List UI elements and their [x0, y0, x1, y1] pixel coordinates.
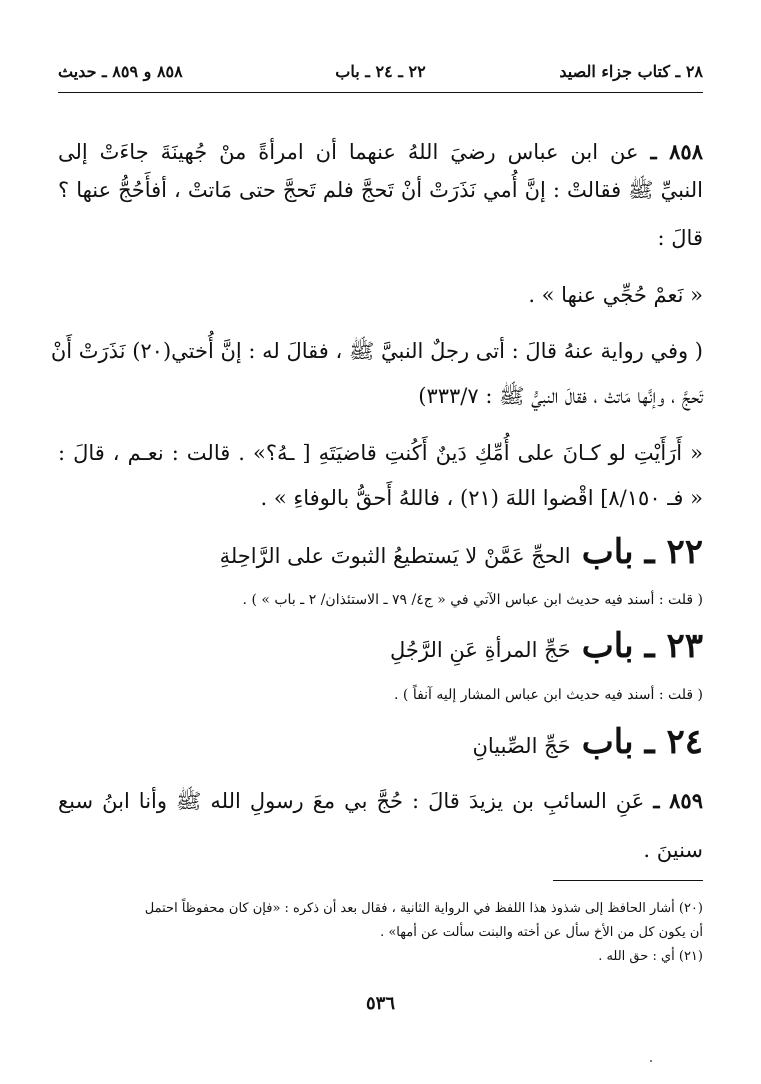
hadith-858-line-6: تَحجَّ ، وإنَّها مَاتتْ ، فقالَ النبيُّ ﷺ : ٣٣٣/٧) — [418, 384, 703, 408]
chapter-24-title: حَجِّ الصِّبيانِ — [472, 734, 571, 758]
chapter-24-heading — [58, 722, 703, 762]
hadith-858-line-3: قالَ : — [657, 226, 703, 250]
footnote-20-line-1: (٢٠) أشار الحافظ إلى شذوذ هذا اللفظ في الرواية الثانية ، فقال بعد أن ذكره : «فإن كان محفوظاً احتمل — [144, 901, 703, 916]
chapter-23-bab: باب — [581, 626, 634, 666]
hadith-859-number: ٨٥٩ ـ — [653, 788, 703, 813]
hadith-858-line-7: « أَرَأَيْتِ لو كـانَ على أُمِّكِ دَينٌ أَكُنتِ قاضيَتَهِ [ ـهُ؟» . قالت : نعـم ، قالَ : — [58, 441, 703, 465]
footnote-20-line-2: أن يكون كل من الأخ سأل عن أخته والبنت سألت عن أمها» . — [380, 925, 703, 940]
chapter-24-number: ٢٤ ـ — [644, 722, 703, 762]
header-rule — [58, 92, 703, 93]
chapter-22-heading — [58, 532, 703, 572]
hadith-858-number: ٨٥٨ ـ — [650, 139, 703, 164]
hadith-858-line-5: ( وفي رواية عنهُ قالَ : أتى رجلٌ النبيَّ ﷺ ، فقالَ له : إنَّ أُختي(٢٠) نَذَرَتْ أَنْ — [50, 339, 703, 363]
scan-speck — [650, 1060, 652, 1062]
header-chapter-range: ٢٢ ـ ٢٤ ـ باب — [335, 62, 426, 81]
hadith-858-line-8: « فـ ٨/١٥٠] اقْضوا اللهَ (٢١) ، فاللهُ أَحقُّ بالوفاءِ » . — [260, 486, 703, 510]
footnote-21: (٢١) أي : حق الله . — [598, 949, 703, 964]
header-hadith-range: ٨٥٨ و ٨٥٩ ـ حديث — [58, 62, 183, 81]
chapter-23-heading — [58, 626, 703, 666]
chapter-23-note: ( قلت : أسند فيه حديث ابن عباس المشار إليه آنفاً ) . — [394, 687, 703, 703]
hadith-859-line-2: سنينَ . — [643, 838, 703, 862]
running-header — [58, 58, 703, 88]
hadith-858-line-1: ٨٥٨ ـ عن ابن عباس رضيَ اللهُ عنهما أن امرأةً منْ جُهينَةَ جاءَتْ إلى — [58, 139, 703, 164]
hadith-859-line-1: ٨٥٩ ـ عَنِ السائبِ بن يزيدَ قالَ : حُجَّ بي معَ رسولِ الله ﷺ وأنا ابنُ سبع — [58, 788, 703, 813]
chapter-22-title: الحجِّ عَمَّنْ لا يَستطيعُ الثبوتَ على الرَّاحِلةِ — [219, 544, 571, 568]
chapter-23-title: حَجِّ المرأةِ عَنِ الرَّجُلِ — [390, 638, 571, 662]
chapter-22-note: ( قلت : أسند فيه حديث ابن عباس الآتي في « ج٤/ ٧٩ ـ الاستئذان/ ٢ ـ باب » ) . — [242, 592, 703, 608]
chapter-22-bab: باب — [581, 532, 634, 572]
header-book-title: ٢٨ ـ كتاب جزاء الصيد — [559, 62, 703, 81]
hadith-858-line-4: « نَعمْ حُجِّي عنها » . — [528, 283, 703, 307]
hadith-858-line-2: النبيِّ ﷺ فقالتْ : إنَّ أُمي نَذَرَتْ أنْ تَحجَّ فلم تَحجَّ حتى مَاتتْ ، أفأَحُجُّ عنها ؟ — [58, 178, 703, 202]
chapter-23-number: ٢٣ ـ — [644, 626, 703, 666]
page-number: ٥٣٦ — [365, 993, 395, 1014]
chapter-24-bab: باب — [581, 722, 634, 762]
footnote-rule — [553, 880, 703, 881]
chapter-22-number: ٢٢ ـ — [644, 532, 703, 572]
